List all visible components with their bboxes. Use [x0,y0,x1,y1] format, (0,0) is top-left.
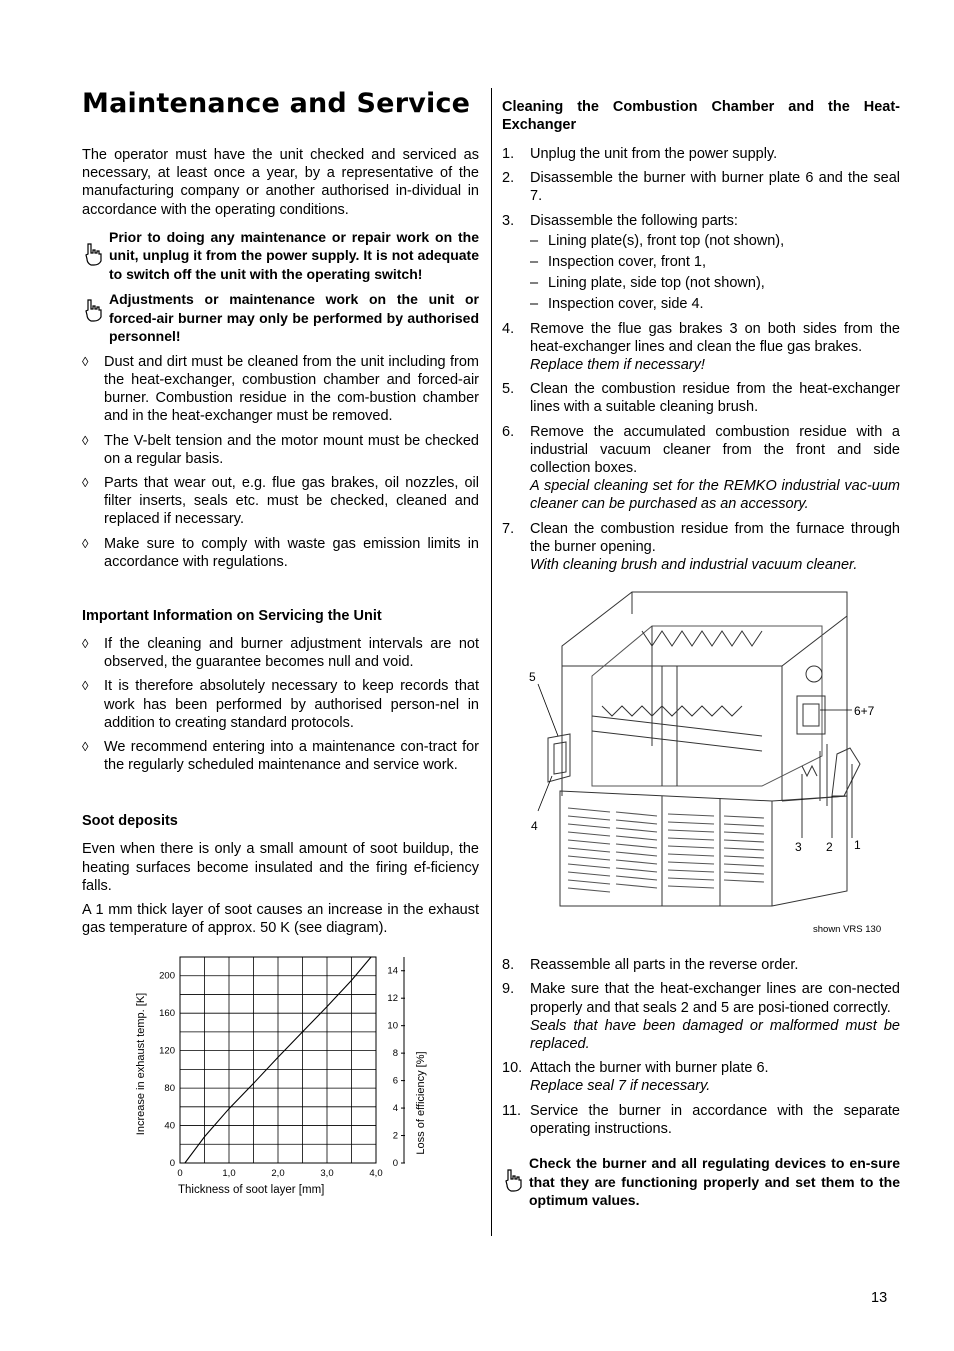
list-item: ◊ If the cleaning and burner adjustment intervals are not observed, the guarantee becomes null and void. [82,636,479,671]
y-tick-label: 200 [159,971,175,983]
notice-authorised [82,290,479,346]
pointing-hand-icon [84,298,104,322]
cleaning-steps-c [502,956,900,1138]
soot-chart-svg [132,951,452,1196]
list-item: – Inspection cover, front 1, [530,254,706,271]
list-item: ◊ Make sure to comply with waste gas emission limits in accordance with regulations. [82,535,479,570]
diamond-bullet-icon: ◊ [82,636,89,652]
maintenance-bullets [82,353,479,571]
x-axis-label: Thickness of soot layer [mm] [178,1184,325,1197]
pointing-hand-icon [84,242,104,266]
list-item: ◊ Parts that wear out, e.g. flue gas brakes, oil nozzles, oil filter inserts, seals etc. must be checked, cleaned and replaced if necessary. [82,475,479,528]
heading-soot: Soot deposits [82,813,178,830]
parts-sublist [530,232,900,314]
list-item: 6. Remove the accumulated combustion residue with a industrial vacuum cleaner from the front and side collection boxes. A special cleaning set for the REMKO industrial vac-uum cleaner can be purchased as an accessory. [502,423,900,513]
list-item: 11. Service the burner in accordance with the separate operating instructions. [502,1102,900,1137]
list-item: – Inspection cover, side 4. [530,296,704,313]
list-item: 2. Disassemble the burner with burner plate 6 and the seal 7. [502,170,900,205]
list-item: – Lining plate(s), front top (not shown), [530,232,785,249]
list-item: 7. Clean the combustion residue from the furnace through the burner opening. With cleaning brush and industrial vacuum cleaner. [502,520,900,574]
unit-diagram [502,586,900,946]
servicing-bullets [82,635,479,774]
y2-tick-label: 8 [392,1048,398,1060]
list-item: 10. Attach the burner with burner plate 6. Replace seal 7 if necessary. [502,1060,769,1095]
list-item: 5. Clean the combustion residue from the heat-exchanger lines with a suitable cleaning brush. [502,381,900,416]
callout-5: 5 [529,670,536,685]
x-tick-label: 3,0 [320,1168,334,1180]
notice-authorised-text: Adjustments or maintenance work on the unit or forced-air burner may only be performed by authorised personnel! [109,291,479,345]
heater-unit-illustration [502,586,900,946]
heading-servicing: Important Information on Servicing the Unit [82,608,382,625]
pointing-hand-icon [504,1168,524,1192]
notice-unplug [82,228,479,284]
list-item: ◊ The V-belt tension and the motor mount must be checked on a regular basis. [82,432,479,467]
list-item: 9. Make sure that the heat-exchanger lines are con-nected properly and that seals 2 and 5 are posi-tioned correctly. Seals that have been damaged or malformed must be replaced. [502,981,900,1053]
diamond-bullet-icon: ◊ [82,535,89,551]
column-divider [491,88,492,1236]
callout-1: 1 [854,838,861,853]
callout-4: 4 [531,819,538,834]
y2-tick-label: 12 [387,993,398,1005]
page-title: Maintenance and Service [82,88,471,119]
list-item: ◊ We recommend entering into a maintenance con-tract for the regularly scheduled maintenance and service work. [82,739,479,774]
y-tick-label: 120 [159,1046,175,1058]
y-tick-label: 40 [164,1121,175,1133]
heading-cleaning: Cleaning the Combustion Chamber and the Heat-Exchanger [502,99,900,133]
soot-chart [132,951,452,1196]
diamond-bullet-icon: ◊ [82,432,89,448]
y2-tick-label: 0 [392,1158,398,1170]
y-tick-label: 0 [169,1158,175,1170]
x-tick-label: 1,0 [222,1168,236,1180]
y2-tick-label: 14 [387,966,398,978]
intro-paragraph: The operator must have the unit checked and serviced as necessary, at least once a year, by a representative of the manufacturing company or another authorised in-dividual in accordance with the operating conditions. [82,147,479,218]
y2-tick-label: 10 [387,1021,398,1033]
soot-paragraph-2: A 1 mm thick layer of soot causes an increase in the exhaust gas temperature of approx. 50 K (see diagram). [82,902,479,937]
list-item: 1. Unplug the unit from the power supply. [502,146,778,162]
soot-paragraph-1: Even when there is only a small amount of soot buildup, the heating surfaces become insulated and the firing ef-ficiency falls. [82,841,479,894]
right-column [502,98,900,1210]
left-column [82,86,479,1196]
diamond-bullet-icon: ◊ [82,678,89,694]
callout-2: 2 [826,840,833,855]
y-axis-label: Increase in exhaust temp. [K] [135,993,147,1136]
x-tick-label: 0 [177,1168,183,1180]
diamond-bullet-icon: ◊ [82,739,89,755]
cleaning-steps-b [502,320,900,575]
y2-tick-label: 4 [392,1103,398,1115]
list-item: – Lining plate, side top (not shown), [530,275,765,292]
y-tick-label: 80 [164,1083,175,1095]
diamond-bullet-icon: ◊ [82,353,89,369]
list-item: 8. Reassemble all parts in the reverse order. [502,957,799,974]
list-item: 4. Remove the flue gas brakes 3 on both sides from the heat-exchanger lines and clean the flue gas brakes. Replace them if necessary! [502,320,900,374]
list-item: ◊ Dust and dirt must be cleaned from the unit including from the heat-exchanger, combustion chamber and forced-air burner. Combustion residue in the com-bustion chamber and in the heat-exchanger must be removed. [82,353,479,425]
figure-caption: shown VRS 130 [813,924,882,936]
y2-axis-label: Loss of efficiency [%] [415,1051,427,1156]
list-item: 3. Disassemble the following parts: – Lining plate(s), front top (not shown), – Inspection cover, front 1, – Lining plate, side top (not shown), – Inspection cover, side 4. [502,212,900,314]
diamond-bullet-icon: ◊ [82,475,89,491]
y2-tick-label: 6 [392,1076,398,1088]
x-tick-label: 2,0 [271,1168,285,1180]
notice-burner-check-text: Check the burner and all regulating devices to en-sure that they are functioning properly and set them to the optimum values. [529,1155,900,1209]
x-tick-label: 4,0 [369,1168,383,1180]
page-number: 13 [871,1290,888,1306]
callout-3: 3 [795,840,802,855]
callout-6-7: 6+7 [854,704,875,719]
cleaning-steps-a [502,145,900,314]
y-tick-label: 160 [159,1008,175,1020]
y2-tick-label: 2 [392,1131,398,1143]
list-item: ◊ It is therefore absolutely necessary to keep records that work has been performed by authorised person-nel in addition to creating standard protocols. [82,678,479,731]
notice-unplug-text: Prior to doing any maintenance or repair work on the unit, unplug it from the power supply. It is not adequate to switch off the unit with the operating switch! [109,228,479,282]
notice-burner-check [502,1154,900,1210]
